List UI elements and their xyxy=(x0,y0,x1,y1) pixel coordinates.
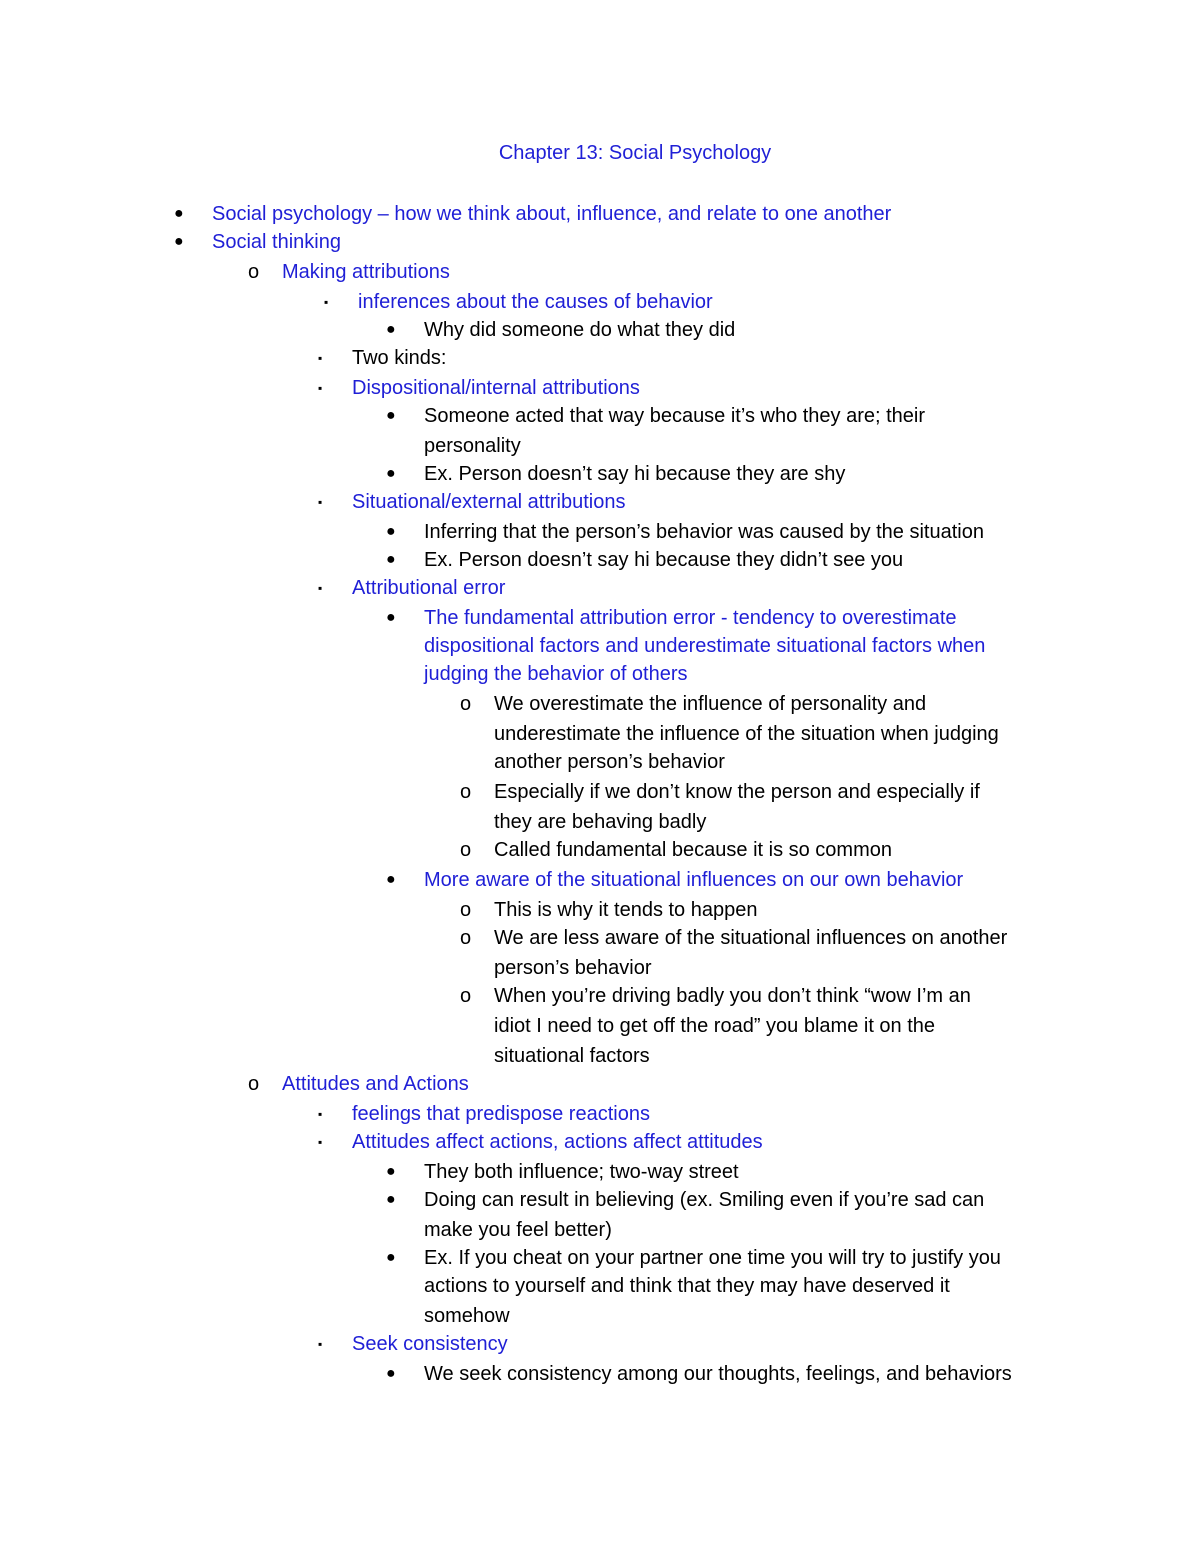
bullet-circle-icon: o xyxy=(460,899,472,921)
bullet-square-icon: ▪ xyxy=(318,1107,323,1121)
bullet-circle-icon: o xyxy=(460,927,472,949)
outline-item-text: We are less aware of the situational influences on another xyxy=(494,927,1008,949)
outline-item-text: When you’re driving badly you don’t think “wow I’m an xyxy=(494,985,971,1007)
bullet-disc-icon: ● xyxy=(386,551,396,568)
outline-item-text: We seek consistency among our thoughts, feelings, and behaviors xyxy=(424,1363,1012,1385)
bullet-disc-icon: ● xyxy=(386,871,396,888)
outline-item-text: We overestimate the influence of personality and xyxy=(494,693,927,715)
outline-item-text: Dispositional/internal attributions xyxy=(352,377,640,399)
outline-item-text: More aware of the situational influences on our own behavior xyxy=(424,869,964,891)
outline-item-text: make you feel better) xyxy=(424,1219,612,1241)
bullet-disc-icon: ● xyxy=(174,205,184,222)
outline-item-text: actions to yourself and think that they may have deserved it xyxy=(424,1275,950,1297)
bullet-square-icon: ▪ xyxy=(318,495,323,509)
bullet-disc-icon: ● xyxy=(386,1365,396,1382)
bullet-disc-icon: ● xyxy=(386,465,396,482)
outline-item-text: Situational/external attributions xyxy=(352,491,626,513)
outline-item-text: personality xyxy=(424,435,521,457)
bullet-disc-icon: ● xyxy=(174,233,184,250)
outline-item-text: person’s behavior xyxy=(494,957,652,979)
outline-item-text: They both influence; two-way street xyxy=(424,1161,739,1183)
outline-item-text: somehow xyxy=(424,1305,510,1327)
bullet-circle-icon: o xyxy=(248,1073,260,1095)
outline-item-text: Especially if we don’t know the person and especially if xyxy=(494,781,980,803)
bullet-disc-icon: ● xyxy=(386,523,396,540)
bullet-square-icon: ▪ xyxy=(318,1337,323,1351)
outline-item-text: dispositional factors and underestimate situational factors when xyxy=(424,635,986,657)
bullet-square-icon: ▪ xyxy=(318,1135,323,1149)
outline-item-text: Ex. If you cheat on your partner one time you will try to justify you xyxy=(424,1247,1001,1269)
outline-item-text: Called fundamental because it is so common xyxy=(494,839,892,861)
outline-item-text: Social psychology – how we think about, influence, and relate to one another xyxy=(212,203,892,225)
outline-item-text: Ex. Person doesn’t say hi because they didn’t see you xyxy=(424,549,904,571)
outline-item-text: Why did someone do what they did xyxy=(424,319,736,341)
outline-item-text: Social thinking xyxy=(212,231,341,253)
bullet-disc-icon: ● xyxy=(386,321,396,338)
bullet-square-icon: ▪ xyxy=(318,351,323,365)
bullet-circle-icon: o xyxy=(460,839,472,861)
bullet-disc-icon: ● xyxy=(386,1163,396,1180)
outline-item-text: Doing can result in believing (ex. Smiling even if you’re sad can xyxy=(424,1189,985,1211)
bullet-disc-icon: ● xyxy=(386,1191,396,1208)
outline-item-text: Attributional error xyxy=(352,577,506,599)
outline-item-text: Attitudes and Actions xyxy=(282,1073,469,1095)
outline-item-text: The fundamental attribution error - tendency to overestimate xyxy=(424,607,957,629)
page-title: Chapter 13: Social Psychology xyxy=(498,142,772,164)
outline-item-text: another person’s behavior xyxy=(494,751,725,773)
outline-item-text: they are behaving badly xyxy=(494,811,707,833)
outline-item-text: Ex. Person doesn’t say hi because they are shy xyxy=(424,463,846,485)
outline-item-text: Attitudes affect actions, actions affect attitudes xyxy=(352,1131,763,1153)
bullet-square-icon: ▪ xyxy=(318,581,323,595)
outline-item-text: Two kinds: xyxy=(352,347,447,369)
outline-item-text: idiot I need to get off the road” you blame it on the xyxy=(494,1015,936,1037)
outline-item-text: Someone acted that way because it’s who they are; their xyxy=(424,405,926,427)
outline-item-text: Seek consistency xyxy=(352,1333,508,1355)
outline-item-text: underestimate the influence of the situation when judging xyxy=(494,723,999,745)
bullet-circle-icon: o xyxy=(460,985,472,1007)
bullet-square-icon: ▪ xyxy=(324,295,329,309)
outline-item-text: judging the behavior of others xyxy=(424,663,688,685)
outline-item-text: Making attributions xyxy=(282,261,450,283)
outline-item-text: situational factors xyxy=(494,1045,650,1067)
bullet-disc-icon: ● xyxy=(386,407,396,424)
bullet-circle-icon: o xyxy=(460,781,472,803)
bullet-disc-icon: ● xyxy=(386,609,396,626)
bullet-circle-icon: o xyxy=(460,693,472,715)
outline-item-text: inferences about the causes of behavior xyxy=(358,291,713,313)
outline-item-text: Inferring that the person’s behavior was caused by the situation xyxy=(424,521,984,543)
outline-item-text: This is why it tends to happen xyxy=(494,899,758,921)
outline-item-text: feelings that predispose reactions xyxy=(352,1103,650,1125)
bullet-disc-icon: ● xyxy=(386,1249,396,1266)
bullet-square-icon: ▪ xyxy=(318,381,323,395)
bullet-circle-icon: o xyxy=(248,261,260,283)
